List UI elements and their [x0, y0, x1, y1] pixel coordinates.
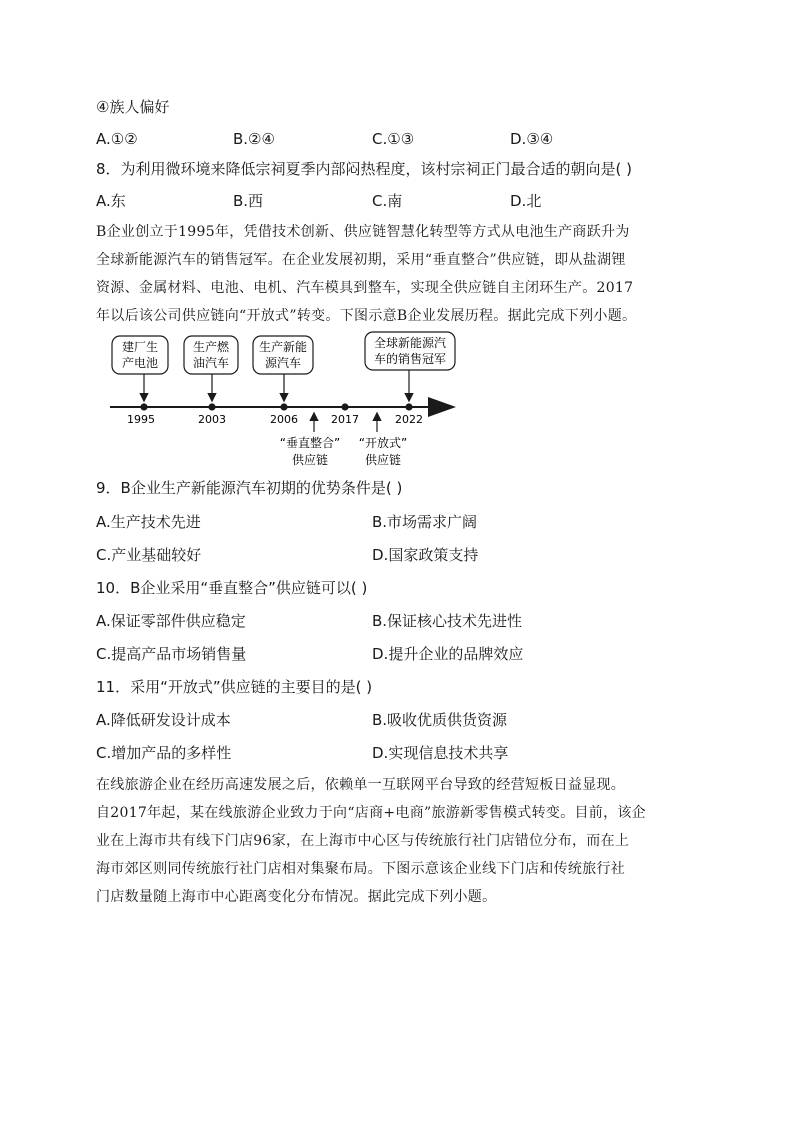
- q7-item-4: ④族人偏好: [96, 98, 170, 116]
- q9-stem: 9．B企业生产新能源汽车初期的优势条件是( ): [96, 479, 403, 497]
- q10-stem: 10．B企业采用“垂直整合”供应链可以( ): [96, 579, 368, 597]
- passage-online-travel: [96, 771, 700, 911]
- note-vertical-integration: “垂直整合”: [279, 436, 341, 450]
- year-label: 1995: [127, 413, 155, 426]
- q8-option-d[interactable]: D.北: [510, 192, 542, 210]
- passage-line: 年以后该公司供应链向“开放式”转变。下图示意B企业发展历程。据此完成下列小题。: [96, 308, 637, 324]
- passage-line: 海市郊区则同传统旅行社门店相对集聚布局。下图示意该企业线下门店和传统旅行社: [96, 861, 626, 877]
- q7-option-b[interactable]: B.②④: [233, 130, 275, 148]
- q11-option-c[interactable]: C.增加产品的多样性: [96, 744, 232, 762]
- note-vertical-integration: 供应链: [291, 453, 329, 467]
- event-label: 生产燃: [192, 340, 230, 354]
- year-label: 2022: [395, 413, 423, 426]
- q8-stem: 8．为利用微环境来降低宗祠夏季内部闷热程度，该村宗祠正门最合适的朝向是( ): [96, 160, 633, 178]
- passage-line: 资源、金属材料、电池、电机、汽车模具到整车，实现全供应链自主闭环生产。2017: [96, 280, 634, 296]
- q7-option-c[interactable]: C.①③: [372, 130, 415, 148]
- q9-option-d[interactable]: D.国家政策支持: [372, 546, 479, 564]
- year-label: 2003: [198, 413, 226, 426]
- year-dot: [280, 403, 287, 410]
- year-dot: [405, 403, 412, 410]
- q11-option-d[interactable]: D.实现信息技术共享: [372, 744, 509, 762]
- passage-line: 在线旅游企业在经历高速发展之后，依赖单一互联网平台导致的经营短板日益显现。: [96, 777, 626, 793]
- q7-option-a[interactable]: A.①②: [96, 130, 138, 148]
- b-enterprise-timeline: [100, 328, 470, 473]
- passage-b-enterprise: [96, 218, 700, 330]
- year-dot: [341, 403, 348, 410]
- q10-option-d[interactable]: D.提升企业的品牌效应: [372, 645, 524, 663]
- event-label: 源汽车: [264, 356, 302, 370]
- year-label: 2017: [331, 413, 359, 426]
- q11-option-b[interactable]: B.吸收优质供货资源: [372, 711, 508, 729]
- q8-option-a[interactable]: A.东: [96, 192, 126, 210]
- q11-option-a[interactable]: A.降低研发设计成本: [96, 711, 231, 729]
- passage-line: 业在上海市共有线下门店96家，在上海市中心区与传统旅行社门店错位分布，而在上: [96, 833, 630, 849]
- q9-option-a[interactable]: A.生产技术先进: [96, 513, 201, 531]
- q10-option-b[interactable]: B.保证核心技术先进性: [372, 612, 523, 630]
- q10-option-a[interactable]: A.保证零部件供应稳定: [96, 612, 246, 630]
- event-label: 建厂生: [121, 340, 159, 354]
- note-open-chain: “开放式”: [358, 436, 408, 450]
- passage-line: 自2017年起，某在线旅游企业致力于向“店商+电商”旅游新零售模式转变。目前，该企: [96, 805, 646, 821]
- year-dot: [208, 403, 215, 410]
- q8-option-c[interactable]: C.南: [372, 192, 403, 210]
- year-dot: [140, 403, 147, 410]
- event-label: 全球新能源汽: [373, 336, 447, 350]
- q9-option-b[interactable]: B.市场需求广阔: [372, 513, 478, 531]
- event-label: 车的销售冠军: [373, 352, 447, 366]
- event-label: 产电池: [121, 356, 159, 370]
- passage-line: 门店数量随上海市中心距离变化分布情况。据此完成下列小题。: [96, 889, 497, 905]
- event-label: 油汽车: [192, 356, 230, 370]
- q11-stem: 11．采用“开放式”供应链的主要目的是( ): [96, 678, 373, 696]
- q9-option-c[interactable]: C.产业基础较好: [96, 546, 202, 564]
- passage-line: 全球新能源汽车的销售冠军。在企业发展初期，采用“垂直整合”供应链，即从盐湖锂: [96, 252, 626, 268]
- event-label: 生产新能: [258, 340, 308, 354]
- passage-line: B企业创立于1995年，凭借技术创新、供应链智慧化转型等方式从电池生产商跃升为: [96, 224, 630, 240]
- q10-option-c[interactable]: C.提高产品市场销售量: [96, 645, 247, 663]
- q8-option-b[interactable]: B.西: [233, 192, 264, 210]
- q7-option-d[interactable]: D.③④: [510, 130, 554, 148]
- note-open-chain: 供应链: [364, 453, 402, 467]
- year-label: 2006: [270, 413, 298, 426]
